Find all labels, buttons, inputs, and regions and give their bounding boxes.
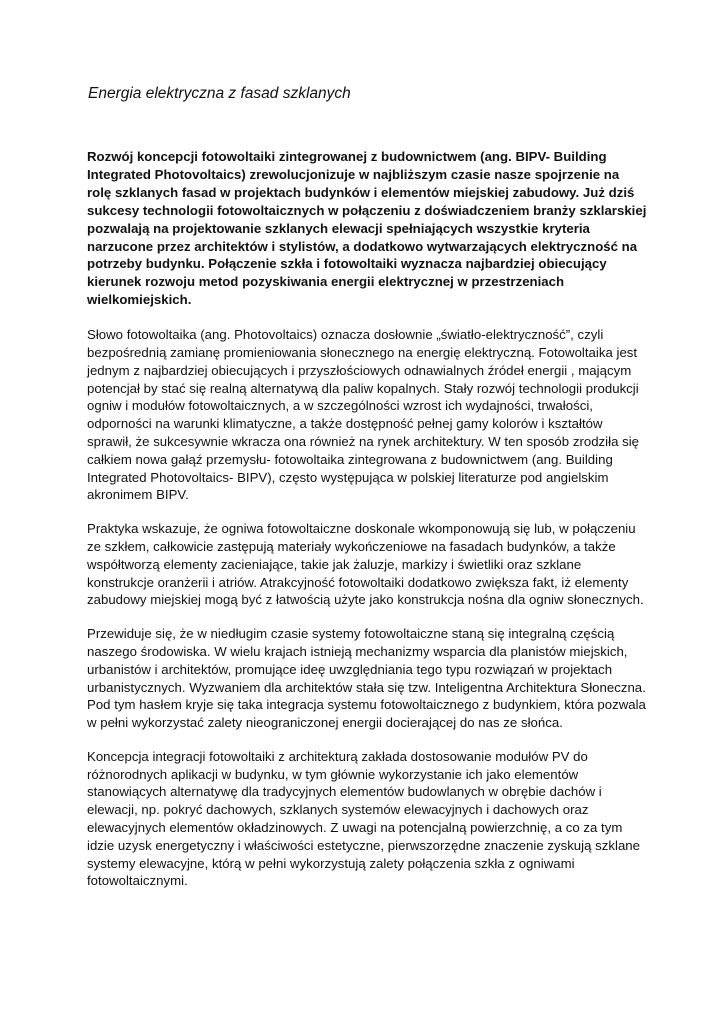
lead-paragraph: Rozwój koncepcji fotowoltaiki zintegrowanej z budownictwem (ang. BIPV- Building Integrated Photovoltaics) zrewolucjonizuje w najbliższym czasie nasze spojrzenie na rolę szklanych fasad w projektach budynków i elementów miejskiej zabudowy. Już dziś sukcesy technologii fotowoltaicznych w połączeniu z doświadczeniem branży szklarskiej pozwalają na projektowanie szklanych elewacji spełniających wszystkie kryteria narzucone przez architektów i stylistów, a dodatkowo wytwarzających elektryczność na potrzeby budynku. Połączenie szkła i fotowoltaiki wyznacza najbardziej obiecujący kierunek rozwoju metod pozyskiwania energii elektrycznej w przestrzeniach wielkomiejskich. (87, 149, 647, 308)
document-body (87, 148, 647, 906)
document-title: Energia elektryczna z fasad szklanych (88, 85, 351, 102)
paragraph-future: Przewiduje się, że w niedługim czasie systemy fotowoltaiczne staną się integralną częścią naszego środowiska. W wielu krajach istnieją mechanizmy wsparcia dla planistów miejskich, urbanistów i architektów, promujące ideę uwzględniania tego typu rozwiązań w projektach urbanistycznych. Wyzwaniem dla architektów stała się tzw. Inteligentna Architektura Słoneczna. Pod tym hasłem kryje się taka integracja systemu fotowoltaicznego z budynkiem, która pozwala w pełni wykorzystać zalety nieograniczonej energii docierającej do nas ze słońca. (87, 626, 646, 731)
paragraph-photovoltaics-definition: Słowo fotowoltaika (ang. Photovoltaics) oznacza dosłownie „światło-elektryczność”, czyli bezpośrednią zamianę promieniowania słonecznego na energię elektryczną. Fotowoltaika jest jednym z najbardziej obiecujących i przyszłościowych odnawialnych źródeł energii , mającym potencjał by stać się realną alternatywą dla paliw kopalnych. Stały rozwój technologii produkcji ogniw i modułów fotowoltaicznych, a w szczególności wzrost ich wydajności, trwałości, odporności na warunki klimatyczne, a także dostępność pełnej gamy kolorów i kształtów sprawił, że sukcesywnie wkracza ona również na rynek architektury. W ten sposób zrodziła się całkiem nowa gałąź przemysłu- fotowoltaika zintegrowana z budownictwem (ang. Building Integrated Photovoltaics- BIPV), często występująca w polskiej literaturze pod angielskim akronimem BIPV. (87, 327, 640, 503)
paragraph-integration-concept: Koncepcja integracji fotowoltaiki z architekturą zakłada dostosowanie modułów PV do różnorodnych aplikacji w budynku, w tym głównie wykorzystanie ich jako elementów stanowiących alternatywę dla tradycyjnych elementów budowlanych w obrębie dachów i elewacji, np. pokryć dachowych, szklanych systemów elewacyjnych i dachowych oraz elewacyjnych elementów okładzinowych. Z uwagi na potencjalną powierzchnię, a co za tym idzie uzysk energetyczny i właściwości estetyczne, pierwszorzędne znaczenie zyskują szklane systemy elewacyjne, którą w pełni wykorzystują zalety połączenia szkła z ogniwami fotowoltaicznymi. (87, 748, 641, 889)
paragraph-practice: Praktyka wskazuje, że ogniwa fotowoltaiczne doskonale wkomponowują się lub, w połączeniu ze szkłem, całkowicie zastępują materiały wykończeniowe na fasadach budynków, a także współtworzą elementy zacieniające, takie jak żaluzje, markizy i świetliki oraz szklane konstrukcje oranżerii i atriów. Atrakcyjność fotowoltaiki dodatkowo zwiększa fakt, iż elementy zabudowy miejskiej mogą być z łatwością użyte jako konstrukcja nośna dla ogniw słonecznych. (87, 521, 644, 608)
